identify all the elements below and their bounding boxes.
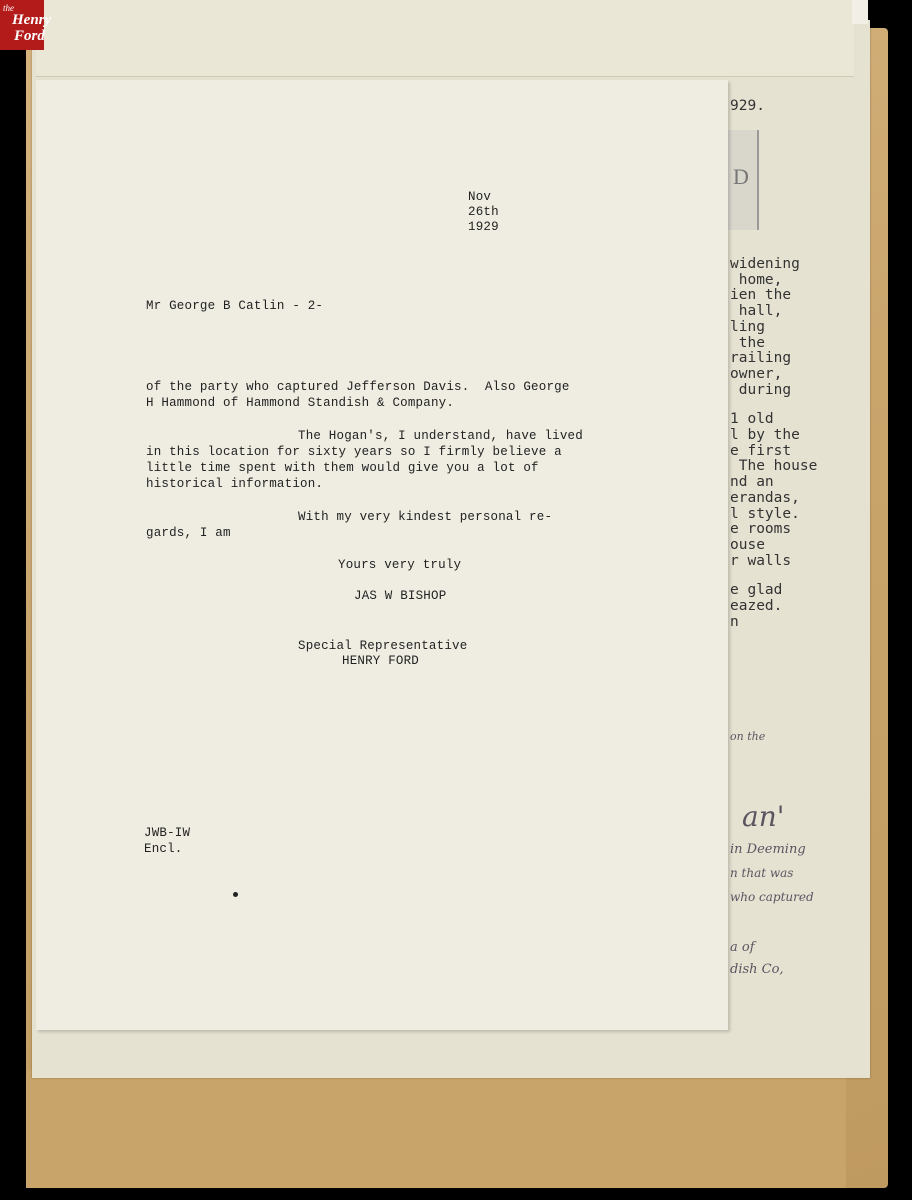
addressee-line: Mr George B Catlin - 2- — [146, 299, 324, 313]
henry-ford-logo: the Henry Ford — [0, 0, 44, 50]
back-letter-line: e rooms — [730, 521, 792, 538]
handwritten-line: a of — [730, 940, 755, 955]
back-letter-line: The house — [730, 458, 818, 475]
paragraph-1-line-2: H Hammond of Hammond Standish & Company. — [146, 396, 455, 410]
back-letter-line: eazed. — [730, 598, 783, 614]
date-month: Nov — [468, 190, 492, 204]
paragraph-1-line-1: of the party who captured Jefferson Davis. Also George — [146, 380, 570, 394]
handwritten-line: who captured — [730, 890, 814, 904]
letter-page — [36, 80, 728, 1030]
signer-company: HENRY FORD — [342, 654, 420, 668]
handwritten-line: n that was — [730, 866, 794, 880]
back-letter-line: l style. — [730, 505, 800, 522]
envelope-flap — [26, 1070, 846, 1188]
back-letter-line: n — [730, 613, 739, 630]
paragraph-2-line-2: in this location for sixty years so I firmly believe a — [146, 445, 562, 459]
signer-title: Special Representative — [298, 639, 468, 653]
handwritten-line: in Deeming — [730, 842, 806, 857]
paragraph-3-line-2: gards, I am — [146, 526, 231, 540]
back-letterhead: D — [727, 130, 759, 230]
paper-strip — [852, 0, 868, 24]
paragraph-2-line-1: The Hogan's, I understand, have lived — [298, 429, 583, 443]
back-letter-line: the — [730, 334, 765, 351]
date-year: 1929 — [468, 220, 499, 234]
paragraph-2-line-3: little time spent with them would give you a lot of — [146, 461, 539, 475]
back-letter-line: e glad — [730, 582, 783, 599]
back-letter-line: nd an — [730, 474, 774, 491]
back-letter-line: 1 old — [730, 411, 774, 428]
back-letter-line: ien the — [730, 287, 792, 304]
back-letter-year: 929. — [730, 98, 765, 114]
paragraph-3-line-1: With my very kindest personal re- — [298, 510, 553, 524]
date-day: 26th — [468, 205, 499, 219]
back-letter-line: r walls — [730, 552, 792, 569]
reference-initials: JWB-IW — [144, 826, 191, 840]
handwritten-line: dish Co, — [730, 962, 784, 977]
back-letter-line: widening — [730, 256, 800, 272]
back-letter-line: ouse — [730, 536, 765, 553]
back-letter-line: railing — [730, 350, 792, 367]
handwritten-line: on the — [730, 730, 766, 743]
back-letter-line: l by the — [730, 427, 800, 443]
top-sheet-edge — [36, 0, 854, 77]
back-letter-line: owner, — [730, 365, 783, 382]
enclosure-note: Encl. — [144, 842, 183, 856]
back-letter-line: erandas, — [730, 489, 800, 506]
back-letter-line: hall, — [730, 303, 783, 320]
back-letter-line: e first — [730, 442, 792, 459]
back-letter-line: home, — [730, 271, 783, 288]
signer-name: JAS W BISHOP — [354, 589, 447, 603]
back-letter-line: during — [730, 381, 792, 398]
closing: Yours very truly — [338, 558, 462, 572]
paragraph-2-line-4: historical information. — [146, 477, 324, 491]
back-letter-line: ling — [730, 318, 765, 335]
handwritten-line: an' — [742, 800, 785, 833]
ink-dot — [233, 892, 238, 897]
